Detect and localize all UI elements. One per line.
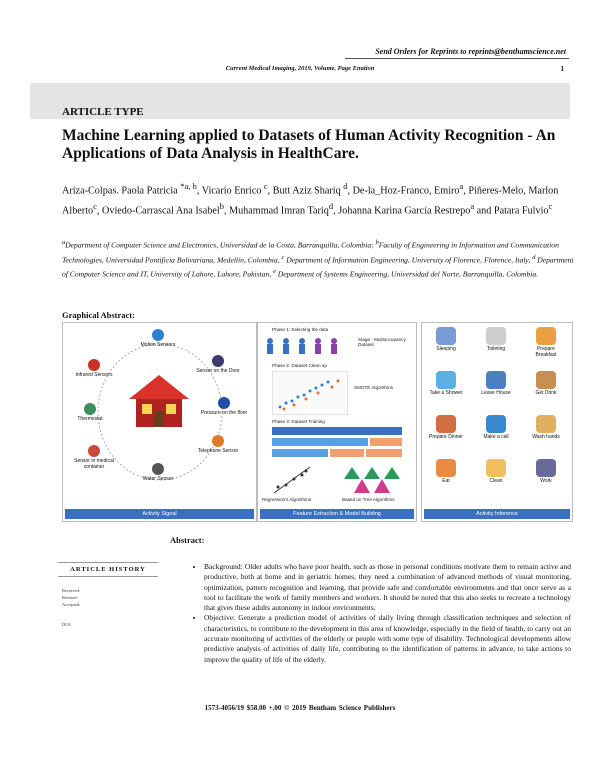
page-number: 1 <box>560 65 564 73</box>
regression-icon <box>272 465 312 495</box>
panel-bar-inference: Activity Inference <box>424 509 570 519</box>
cleaning-icon <box>486 459 506 477</box>
smote-label: SMOTE Algorithms <box>354 385 394 390</box>
door-sensor-icon <box>212 355 224 367</box>
abstract-body <box>186 562 571 665</box>
abstract-heading: Abstract: <box>170 535 205 545</box>
activity-call: Make a call <box>476 415 516 440</box>
author-list: Ariza-Colpas. Paola Patricia $^{*a, b}$, Vicario Enrico $^c$, Butt Aziz Shariq $^d$, De-la_Hoz-Franco, Emiro$^a$, Piñeres-Melo, Marlon Alberto$^c$, Oviedo-Carrascal Ana Isabel$^b$, Muhammad Imran Tariq$^d$, Johanna Karina García Restrepo$^a$ and Patara Fulvio$^c$ <box>62 181 559 217</box>
graphical-abstract-panel-activities <box>421 322 573 522</box>
shower-icon <box>436 371 456 389</box>
header-rule <box>345 58 569 59</box>
activity-shower: Take a Shower <box>426 371 466 396</box>
reprint-notice: Send Orders for Reprints to reprints@benthamscience.net <box>375 47 566 56</box>
tree-algorithm-icon <box>342 465 404 495</box>
sensor-floor: Pressure on the floor <box>197 397 251 416</box>
history-accepted: Accepted: <box>62 602 81 607</box>
sensor-medical: Sensor in medical container <box>67 445 121 470</box>
footer-copyright: 1573-4056/19 $58.00 +.00 © 2019 Bentham Science Publishers <box>204 704 396 712</box>
history-doi: DOI: <box>62 622 72 627</box>
scatter-plot-icon <box>272 371 348 415</box>
activity-eat: Eat <box>426 459 466 484</box>
panel-bar-model: Feature Extraction & Model Building <box>260 509 414 519</box>
article-history <box>58 562 158 627</box>
hands-icon <box>536 415 556 433</box>
activity-toileting: Toileting <box>476 327 516 352</box>
article-history-title: ARTICLE HISTORY <box>58 562 158 577</box>
graphical-abstract-panel-signal <box>62 322 257 522</box>
paper-title: Machine Learning applied to Datasets of Human Activity Recognition - An Applications of Data Analysis in HealthCare. <box>62 127 556 162</box>
activity-clean: Clean <box>476 459 516 484</box>
article-type: ARTICLE TYPE <box>62 106 144 118</box>
sensor-water: Water Sensor <box>131 463 185 482</box>
activity-sleeping: Sleeping <box>426 327 466 352</box>
toilet-icon <box>486 327 506 345</box>
activity-work: Work <box>526 459 566 484</box>
telephone-icon <box>212 435 224 447</box>
phase-3-label: Phase 3: Dataset Training <box>272 419 325 424</box>
stage-label: Stage - Multioccupancy Dataset <box>358 337 406 347</box>
graphical-abstract-panel-model <box>257 322 417 522</box>
abstract-background: • Background: Older adults who have poor health, such as those in personal conditions motivate them to remain active and productive, both at home and in geriatric homes, they need a combination of advanced methods of visual monitoring, optimization, pattern recognition and learning, that provide safe and comfortable environments and that once serve as a tool to facilitate the work of family members and workers. It should be noted that this also seeks to recreate a technology that gives these adults autonomy in indoor environments. <box>204 562 571 613</box>
people-icons <box>262 335 352 357</box>
work-icon <box>536 459 556 477</box>
phase-1-label: Phase 1: Selecting the data <box>272 327 329 332</box>
abstract-objective: • Objective: Generate a prediction model of activities of daily living through classification techniques and selection of characteristics, to contribute to the development in this area of knowledge, especially in the field of health, to carry out an accurate monitoring of activities of the elderly or people with some type of disability. Technological developments allow predictive analysis of activities of daily life, contributing to the identification of patterns in advance, to take actions to improve the quality of life of the elderly. <box>204 613 571 664</box>
sensor-door: Sensor on the Door <box>191 355 245 374</box>
graphical-abstract-heading: Graphical Abstract: <box>62 310 135 320</box>
floor-sensor-icon <box>218 397 230 409</box>
sensor-motion: Motion Sensors <box>131 329 185 348</box>
sensor-infrared: Infrared Sensors <box>67 359 121 378</box>
activity-drink: Get Drink <box>526 371 566 396</box>
training-split-icon <box>272 427 402 459</box>
affiliations: $^a$Department of Computer Science and Electronics, Universidad de la Costa, Barranquilla, Colombia; $^b$Faculty of Engineering in Information and Communication Technologies, Universidad Pontificia Bolivariana, Medellín, Colombia, $^c$ Department of Information Engineering, University of Florence, Florence, Italy, $^d$ Department of Computer Science and IT, University of Lahore, Lahore, Pakistan, $^e$ Department of Systems Engineering, Universidad del Norte, Barranquilla, Colombia. <box>62 239 574 279</box>
water-sensor-icon <box>152 463 164 475</box>
door-exit-icon <box>486 371 506 389</box>
sensor-telephone: Telephone Sensor <box>191 435 245 454</box>
activity-dinner: Prepare Dinner <box>426 415 466 440</box>
activity-leave-house: Leave House <box>476 371 516 396</box>
thermostat-icon <box>84 403 96 415</box>
eat-icon <box>436 459 456 477</box>
phase-2-label: Phase 2: Dataset Clean up <box>272 363 327 368</box>
activity-breakfast: Prepare Breakfast <box>526 327 566 358</box>
dinner-icon <box>436 415 456 433</box>
history-received: Received: <box>62 588 80 593</box>
history-revised: Revised: <box>62 595 78 600</box>
sensor-thermostat: Thermostat <box>63 403 117 422</box>
bed-icon <box>436 327 456 345</box>
pill-container-icon <box>88 445 100 457</box>
motion-sensor-icon <box>152 329 164 341</box>
activity-wash-hands: Wash hands <box>526 415 566 440</box>
panel-bar-signal: Activity Signal <box>65 509 254 519</box>
infrared-sensor-icon <box>88 359 100 371</box>
drink-icon <box>536 371 556 389</box>
phone-call-icon <box>486 415 506 433</box>
tree-label: Based on Tree Algorithms <box>342 497 395 502</box>
breakfast-icon <box>536 327 556 345</box>
regression-label: Regression's Algorithms <box>262 497 312 502</box>
journal-line: Current Medical Imaging, 2019, Volume, Page Enation <box>225 65 375 72</box>
